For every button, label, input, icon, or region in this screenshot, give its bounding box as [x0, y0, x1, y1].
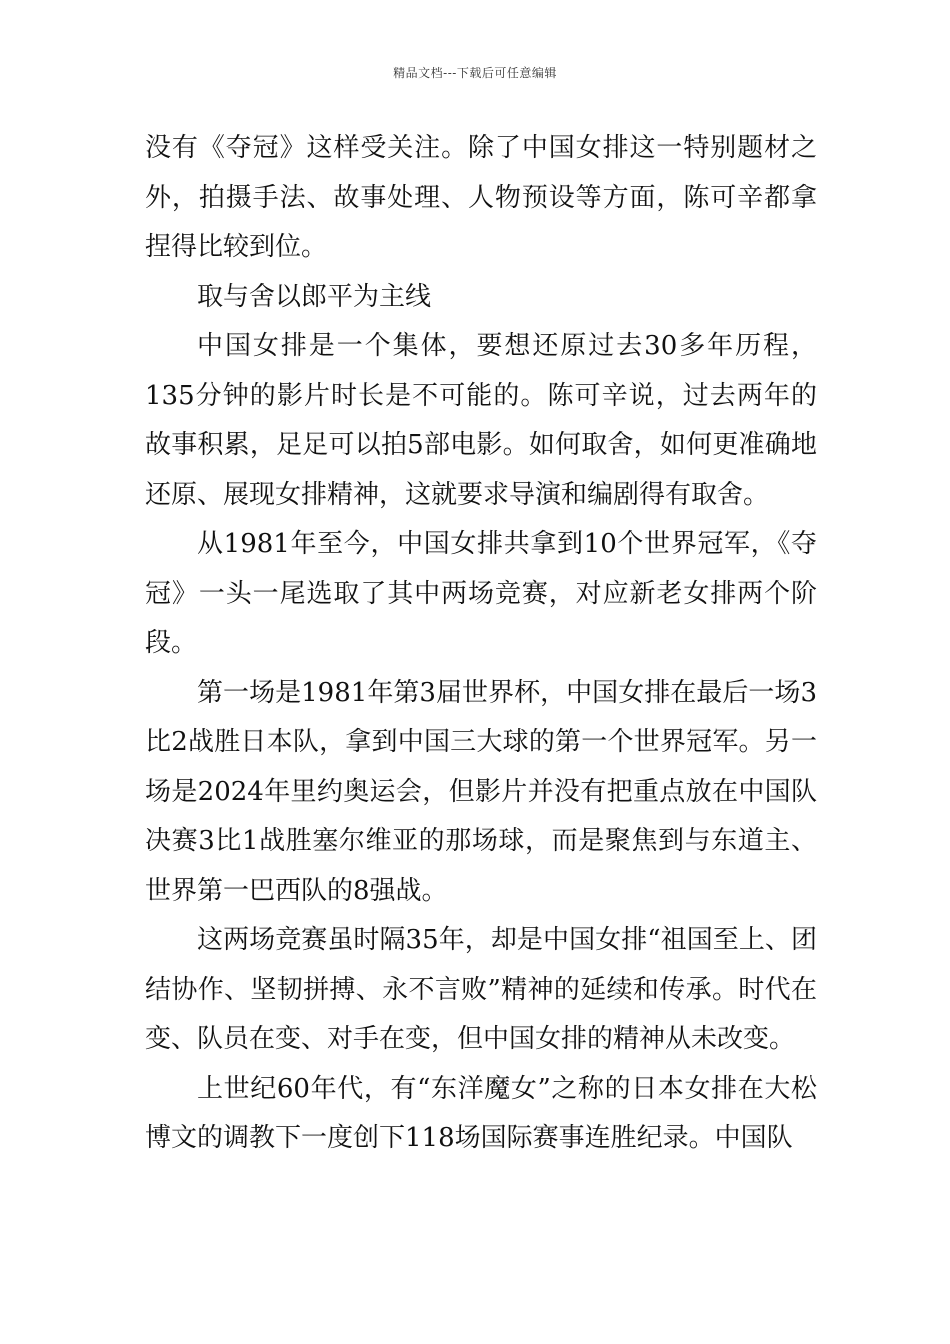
article-body	[145, 124, 817, 1164]
paragraph: 第一场是1981年第3届世界杯，中国女排在最后一场3比2战胜日本队，拿到中国三大球的第一个世界冠军。另一场是2024年里约奥运会，但影片并没有把重点放在中国队决赛3比1战胜塞尔维亚的那场球，而是聚焦到与东道主、世界第一巴西队的8强战。	[145, 677, 817, 906]
paragraph-continued: 没有《夺冠》这样受关注。除了中国女排这一特别题材之外，拍摄手法、故事处理、人物预设等方面，陈可辛都拿捏得比较到位。	[145, 133, 817, 262]
paragraph: 这两场竞赛虽时隔35年，却是中国女排“祖国至上、团结协作、坚韧拼搏、永不言败”精神的延续和传承。时代在变、队员在变、对手在变，但中国女排的精神从未改变。	[145, 925, 817, 1054]
section-heading: 取与舍以郎平为主线	[197, 281, 432, 312]
page-header: 精品文档---下载后可任意编辑	[393, 66, 557, 80]
paragraph: 从1981年至今，中国女排共拿到10个世界冠军，《夺冠》一头一尾选取了其中两场竞赛，对应新老女排两个阶段。	[145, 529, 817, 658]
paragraph: 上世纪60年代，有“东洋魔女”之称的日本女排在大松博文的调教下一度创下118场国际赛事连胜纪录。中国队	[145, 1073, 817, 1153]
paragraph: 中国女排是一个集体，要想还原过去30多年历程，135分钟的影片时长是不可能的。陈可辛说，过去两年的故事积累，足足可以拍5部电影。如何取舍，如何更准确地还原、展现女排精神，这就要求导演和编剧得有取舍。	[145, 331, 817, 510]
